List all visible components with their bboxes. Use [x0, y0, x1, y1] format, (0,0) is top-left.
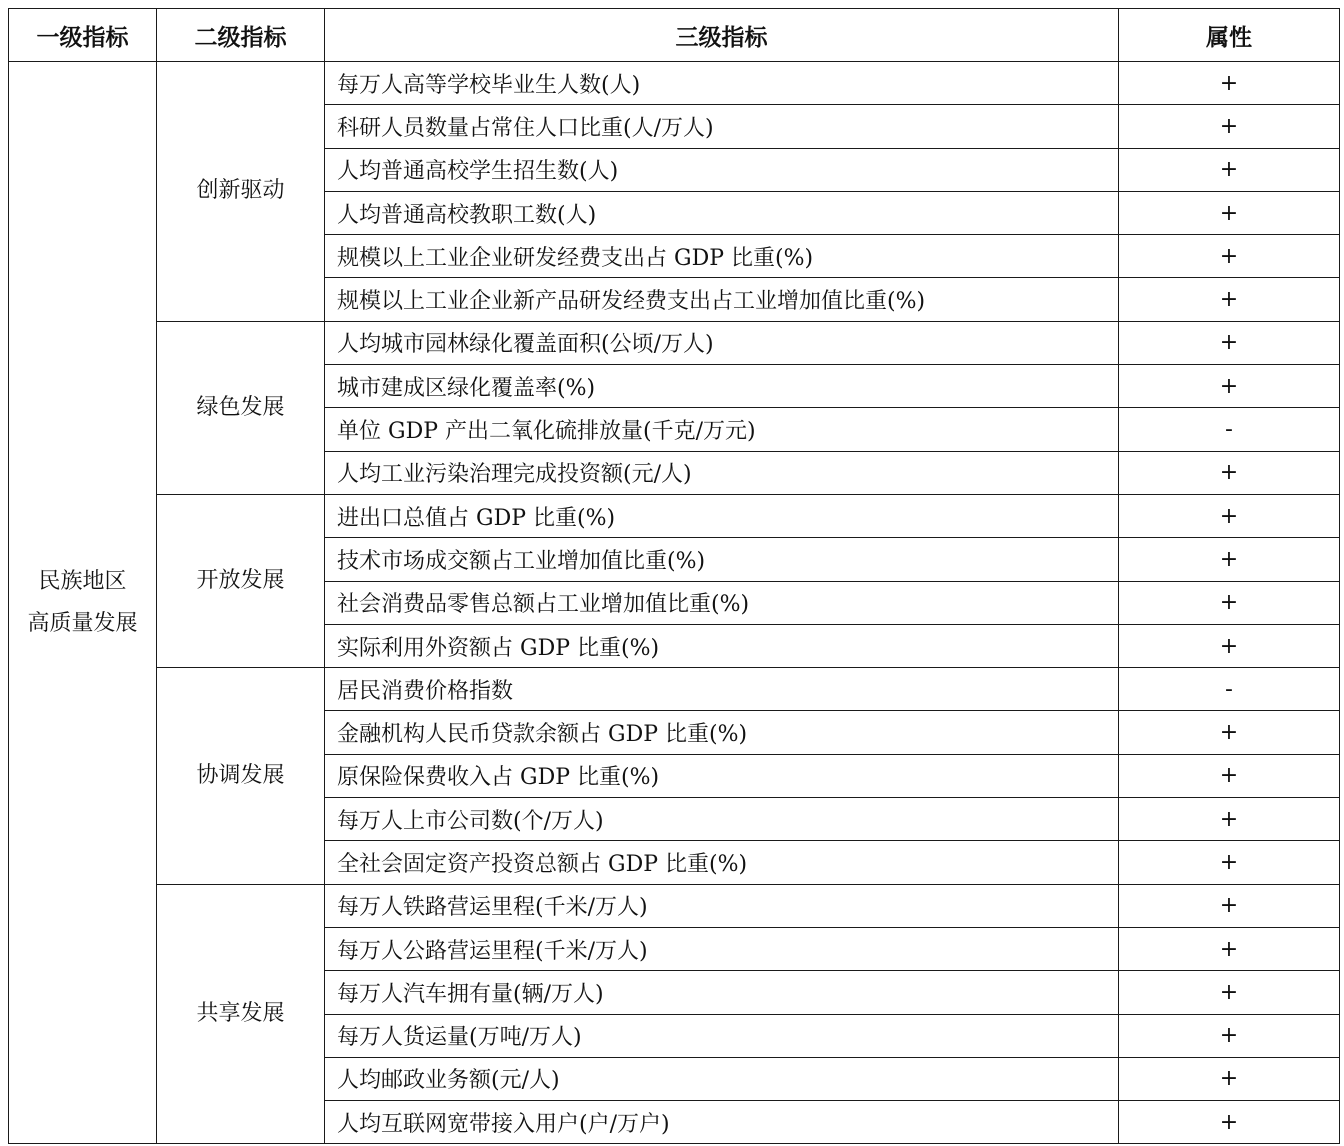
indicator-table-container	[8, 8, 1340, 1144]
level3-indicator-cell: 居民消费价格指数	[325, 668, 1119, 711]
attribute-cell: +	[1119, 494, 1340, 537]
table-row	[9, 494, 1340, 537]
level3-indicator-cell: 规模以上工业企业研发经费支出占 GDP 比重(%)	[325, 235, 1119, 278]
table-row	[9, 668, 1340, 711]
indicator-table	[8, 8, 1340, 1144]
attribute-cell: +	[1119, 841, 1340, 884]
level3-indicator-cell: 技术市场成交额占工业增加值比重(%)	[325, 538, 1119, 581]
level3-indicator-cell: 每万人货运量(万吨/万人)	[325, 1014, 1119, 1057]
level3-indicator-cell: 规模以上工业企业新产品研发经费支出占工业增加值比重(%)	[325, 278, 1119, 321]
level3-indicator-cell: 原保险保费收入占 GDP 比重(%)	[325, 754, 1119, 797]
level3-indicator-cell: 科研人员数量占常住人口比重(人/万人)	[325, 105, 1119, 148]
attribute-cell: +	[1119, 754, 1340, 797]
header-row	[9, 9, 1340, 62]
level1-text-line: 民族地区	[38, 568, 127, 594]
level3-indicator-cell: 人均普通高校学生招生数(人)	[325, 148, 1119, 191]
level3-indicator-cell: 人均普通高校教职工数(人)	[325, 191, 1119, 234]
attribute-cell: +	[1119, 538, 1340, 581]
attribute-cell: +	[1119, 1101, 1340, 1144]
attribute-cell: -	[1119, 408, 1340, 451]
level3-indicator-cell: 城市建成区绿化覆盖率(%)	[325, 365, 1119, 408]
table-header	[9, 9, 1340, 62]
attribute-cell: +	[1119, 884, 1340, 927]
level3-indicator-cell: 人均互联网宽带接入用户(户/万户)	[325, 1101, 1119, 1144]
level3-indicator-cell: 人均工业污染治理完成投资额(元/人)	[325, 451, 1119, 494]
attribute-cell: +	[1119, 365, 1340, 408]
attribute-cell: -	[1119, 668, 1340, 711]
attribute-cell: +	[1119, 321, 1340, 364]
attribute-cell: +	[1119, 62, 1340, 105]
level3-indicator-cell: 社会消费品零售总额占工业增加值比重(%)	[325, 581, 1119, 624]
attribute-cell: +	[1119, 235, 1340, 278]
attribute-cell: +	[1119, 148, 1340, 191]
level3-indicator-cell: 每万人铁路营运里程(千米/万人)	[325, 884, 1119, 927]
attribute-cell: +	[1119, 191, 1340, 234]
level2-cell: 绿色发展	[157, 321, 325, 494]
level3-indicator-cell: 金融机构人民币贷款余额占 GDP 比重(%)	[325, 711, 1119, 754]
attribute-cell: +	[1119, 624, 1340, 667]
level2-cell: 共享发展	[157, 884, 325, 1144]
attribute-cell: +	[1119, 278, 1340, 321]
table-body	[9, 62, 1340, 1144]
attribute-cell: +	[1119, 105, 1340, 148]
header-level1: 一级指标	[9, 9, 157, 62]
level3-indicator-cell: 每万人高等学校毕业生人数(人)	[325, 62, 1119, 105]
attribute-cell: +	[1119, 581, 1340, 624]
level2-cell: 开放发展	[157, 494, 325, 667]
level3-indicator-cell: 进出口总值占 GDP 比重(%)	[325, 494, 1119, 537]
table-row	[9, 321, 1340, 364]
level2-cell: 协调发展	[157, 668, 325, 884]
level1-text-line: 高质量发展	[27, 610, 138, 636]
level3-indicator-cell: 人均城市园林绿化覆盖面积(公顷/万人)	[325, 321, 1119, 364]
level1-cell	[9, 62, 157, 1144]
attribute-cell: +	[1119, 927, 1340, 970]
level3-indicator-cell: 每万人汽车拥有量(辆/万人)	[325, 971, 1119, 1014]
header-attribute: 属性	[1119, 9, 1340, 62]
level3-indicator-cell: 每万人公路营运里程(千米/万人)	[325, 927, 1119, 970]
level3-indicator-cell: 实际利用外资额占 GDP 比重(%)	[325, 624, 1119, 667]
table-row	[9, 884, 1340, 927]
attribute-cell: +	[1119, 1014, 1340, 1057]
level3-indicator-cell: 单位 GDP 产出二氧化硫排放量(千克/万元)	[325, 408, 1119, 451]
attribute-cell: +	[1119, 798, 1340, 841]
header-level3: 三级指标	[325, 9, 1119, 62]
table-row	[9, 62, 1340, 105]
level3-indicator-cell: 全社会固定资产投资总额占 GDP 比重(%)	[325, 841, 1119, 884]
attribute-cell: +	[1119, 1057, 1340, 1100]
attribute-cell: +	[1119, 451, 1340, 494]
level3-indicator-cell: 人均邮政业务额(元/人)	[325, 1057, 1119, 1100]
attribute-cell: +	[1119, 711, 1340, 754]
header-level2: 二级指标	[157, 9, 325, 62]
level3-indicator-cell: 每万人上市公司数(个/万人)	[325, 798, 1119, 841]
attribute-cell: +	[1119, 971, 1340, 1014]
level2-cell: 创新驱动	[157, 62, 325, 322]
